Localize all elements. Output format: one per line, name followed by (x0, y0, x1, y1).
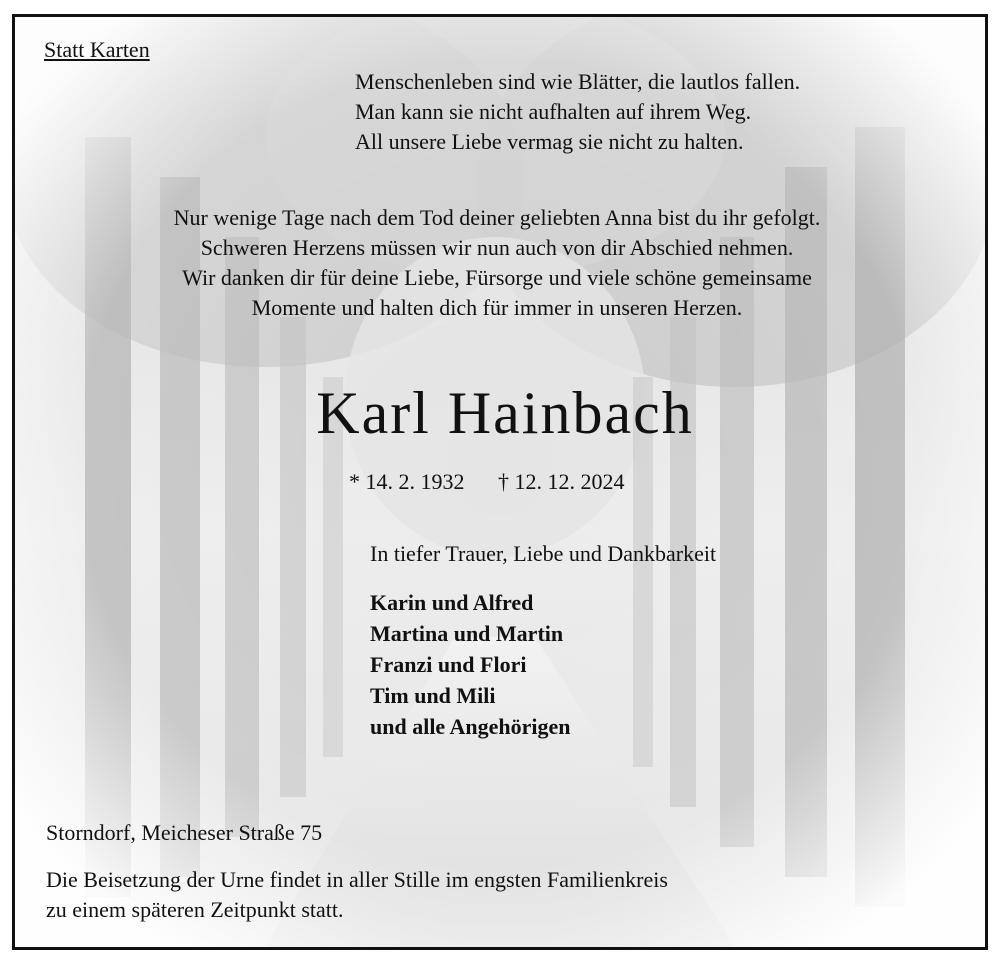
family-address: Storndorf, Meicheser Straße 75 (46, 820, 323, 845)
poem-line: Menschenleben sind wie Blätter, die lautlos fallen. (355, 69, 801, 94)
mourners-intro: In tiefer Trauer, Liebe und Dankbarkeit (370, 541, 717, 566)
note-line: Die Beisetzung der Urne findet in aller Stille im engsten Familienkreis (46, 867, 668, 892)
mourner-name: Karin und Alfred (370, 590, 534, 615)
mourners-list (370, 587, 570, 742)
mourner-name: Franzi und Flori (370, 652, 527, 677)
funeral-note (46, 865, 668, 925)
message-line: Schweren Herzens müssen wir nun auch von dir Abschied nehmen. (200, 235, 794, 260)
death-date: † 12. 12. 2024 (498, 469, 625, 494)
mourner-name: Martina und Martin (370, 621, 564, 646)
message-line: Wir danken dir für deine Liebe, Fürsorge und viele schöne gemeinsame (182, 265, 812, 290)
mourner-name: Tim und Mili (370, 683, 496, 708)
farewell-message (15, 203, 979, 323)
statt-karten-label: Statt Karten (44, 37, 150, 62)
note-line: zu einem späteren Zeitpunkt statt. (46, 897, 344, 922)
message-line: Momente und halten dich für immer in unseren Herzen. (251, 295, 743, 320)
message-line: Nur wenige Tage nach dem Tod deiner geliebten Anna bist du ihr gefolgt. (173, 205, 821, 230)
life-dates (349, 469, 625, 495)
poem-line: All unsere Liebe vermag sie nicht zu halten. (355, 129, 744, 154)
birth-date: * 14. 2. 1932 (349, 469, 465, 494)
poem-line: Man kann sie nicht aufhalten auf ihrem Weg. (355, 99, 752, 124)
mourner-name: und alle Angehörigen (370, 714, 571, 739)
obituary-frame (12, 14, 988, 950)
poem (355, 67, 800, 157)
deceased-name: Karl Hainbach (316, 380, 694, 446)
